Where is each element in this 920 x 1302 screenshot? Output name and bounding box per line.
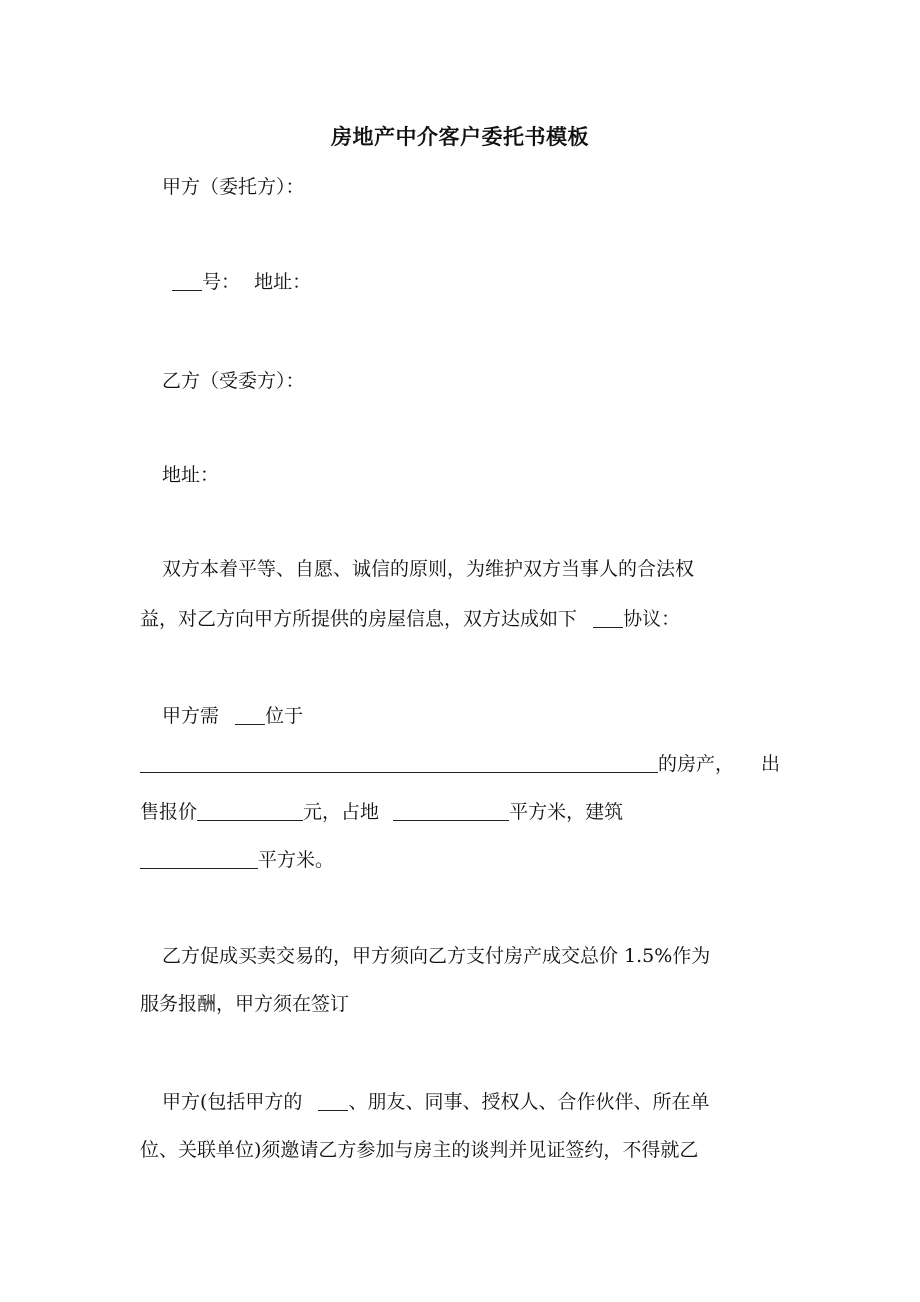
id-blank <box>172 270 202 291</box>
property-blank-1 <box>235 704 265 725</box>
property-text-2a: 的房产， <box>658 753 735 775</box>
property-text-3b: 元，占地 <box>303 801 380 823</box>
property-text-3a: 售报价 <box>140 801 198 823</box>
property-location-blank <box>140 752 658 773</box>
property-line-3 <box>140 798 780 826</box>
party-b-label: 乙方（受委方）： <box>162 370 305 392</box>
intro-line-1 <box>140 555 802 583</box>
clause-text-1b: 、朋友、同事、授权人、合作伙伴、所在单 <box>348 1091 710 1113</box>
agreement-blank <box>593 607 623 628</box>
party-b-line <box>140 367 802 395</box>
property-text-3c: 平方米，建筑 <box>509 801 624 823</box>
fee-text-1: 乙方促成买卖交易的，甲方须向乙方支付房产成交总价 1.5%作为 <box>162 945 711 967</box>
intro-text-1: 双方本着平等、自愿、诚信的原则，为维护双方当事人的合法权 <box>162 558 695 580</box>
address-label-2: 地址： <box>162 464 220 486</box>
relative-blank <box>318 1090 348 1111</box>
property-line-2 <box>140 750 780 778</box>
intro-text-2a: 益，对乙方向甲方所提供的房屋信息，双方达成如下 <box>140 608 578 630</box>
id-label: 号： <box>202 271 241 293</box>
address-label-1: 地址： <box>254 271 312 293</box>
id-address-line <box>140 268 812 296</box>
intro-text-2b: 协议： <box>623 608 681 630</box>
document-title: 房地产中介客户委托书模板 <box>331 124 589 149</box>
fee-text-2: 服务报酬，甲方须在签订 <box>140 993 350 1015</box>
property-text-2b: 出 <box>760 753 780 775</box>
clause-text-2: 位、关联单位)须邀请乙方参加与房主的谈判并见证签约，不得就乙 <box>140 1139 699 1161</box>
clause-line-2 <box>140 1136 780 1164</box>
property-text-4: 平方米。 <box>258 849 335 871</box>
party-a-line <box>140 173 802 201</box>
property-line-4 <box>140 846 780 874</box>
address-line-2 <box>140 461 802 489</box>
property-line-1 <box>140 702 802 730</box>
building-area-blank <box>140 848 258 869</box>
property-text-1b: 位于 <box>265 705 304 727</box>
clause-line-1 <box>140 1088 802 1116</box>
intro-line-2 <box>140 605 780 633</box>
fee-line-1 <box>140 942 802 970</box>
party-a-label: 甲方（委托方）： <box>162 176 305 198</box>
land-area-blank <box>393 800 509 821</box>
fee-line-2 <box>140 990 780 1018</box>
property-text-1a: 甲方需 <box>162 705 220 727</box>
clause-text-1a: 甲方(包括甲方的 <box>162 1091 303 1113</box>
price-blank <box>197 800 303 821</box>
